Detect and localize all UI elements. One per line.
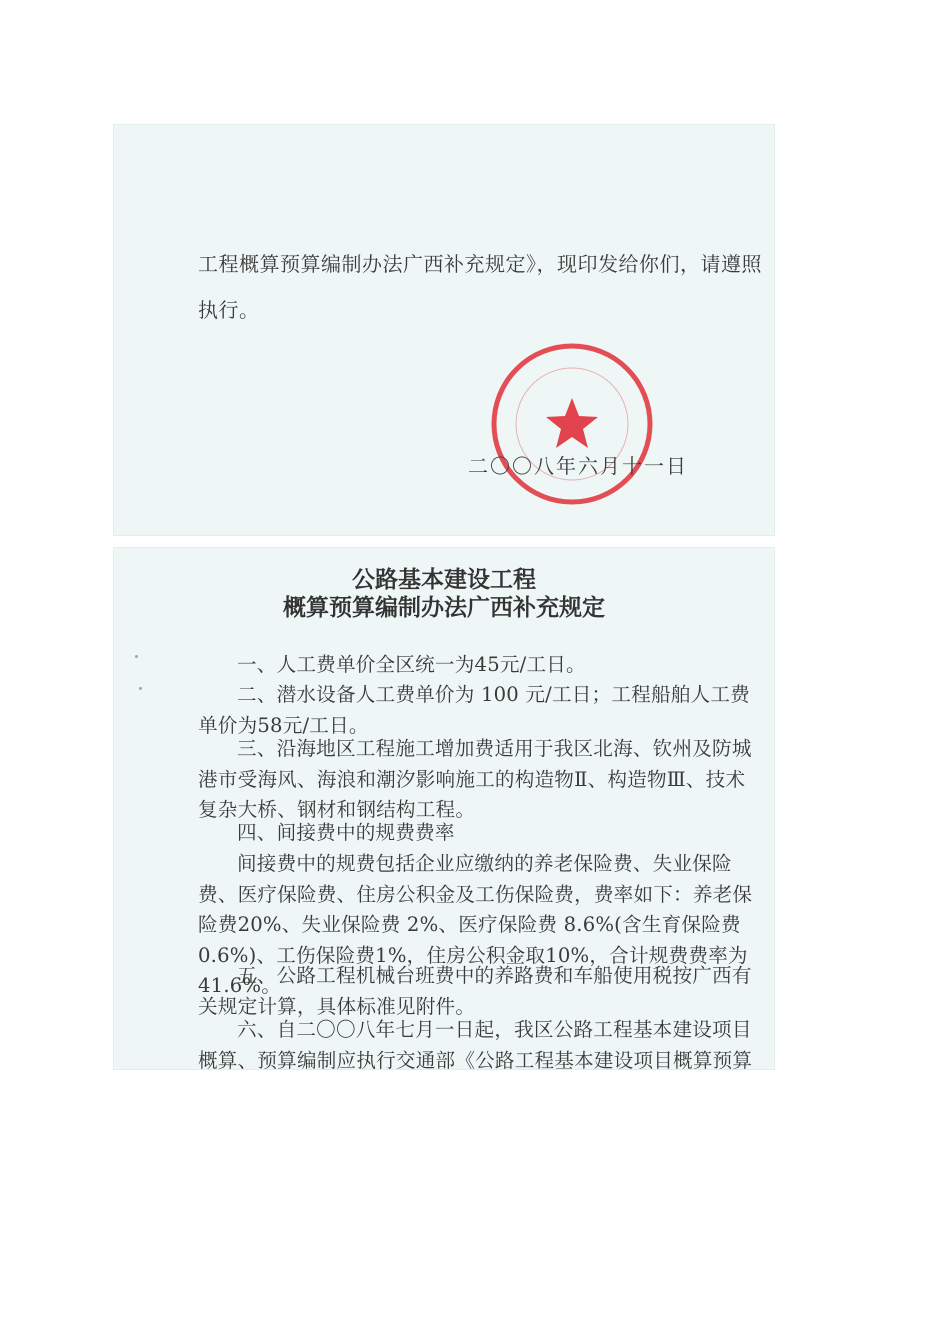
paragraph-2: 二、潜水设备人工费单价为 100 元/工日；工程船舶人工费单价为58元/工日。 <box>198 683 750 737</box>
paragraph-1: 一、人工费单价全区统一为45元/工日。 <box>237 653 586 676</box>
paragraph-3: 三、沿海地区工程施工增加费适用于我区北海、钦州及防城港市受海风、海浪和潮汐影响施工的构造物Ⅱ、构造物Ⅲ、技术复杂大桥、钢材和钢结构工程。 <box>198 737 752 821</box>
paragraph-4: 四、间接费中的规费费率 <box>237 821 455 844</box>
issue-date: 二〇〇八年六月十一日 <box>468 454 688 478</box>
body-text-line-1: 工程概算预算编制办法广西补充规定》，现印发给你们，请遵照 <box>198 252 762 276</box>
document-title-line-1: 公路基本建设工程 <box>352 566 536 593</box>
scanned-page-bottom <box>113 547 775 1070</box>
red-official-seal-icon <box>490 342 654 506</box>
scan-speck <box>139 687 142 690</box>
scanned-page-top <box>113 124 775 536</box>
document-title-line-2: 概算预算编制办法广西补充规定 <box>283 594 605 621</box>
paragraph-7: 六、自二〇〇八年七月一日起，我区公路工程基本建设项目概算、预算编制应执行交通部《公路工程基本建设项目概算预算 <box>198 1018 753 1072</box>
paragraph-5: 间接费中的规费包括企业应缴纳的养老保险费、失业保险费、医疗保险费、住房公积金及工伤保险费，费率如下：养老保险费20%、失业保险费 2%、医疗保险费 8.6%(含生育保险费 0.6%)、工伤保险费1%，住房公积金取10%，合计规费费率为41.6%。 <box>198 852 753 997</box>
scan-speck <box>135 655 138 658</box>
body-text-line-2: 执行。 <box>198 298 260 322</box>
paragraph-6: 五、公路工程机械台班费中的养路费和车船使用税按广西有关规定计算，具体标准见附件。 <box>198 964 752 1018</box>
